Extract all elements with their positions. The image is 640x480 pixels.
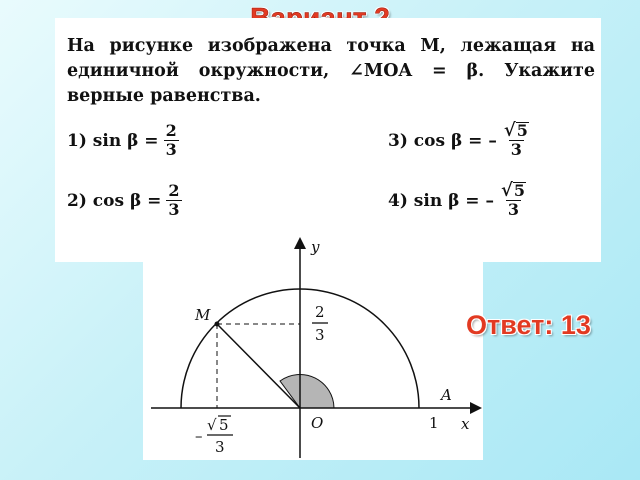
axis-label-y: y [311,238,320,256]
problem-card [55,18,601,262]
x-fraction-sqrt: √ [207,416,217,434]
problem-statement: На рисунке изображена точка M, лежащая на единичной окружности, ∠MOA = β. Укажите верные равенства. [67,36,595,106]
option-1-fraction [164,122,179,159]
option-3 [388,122,531,159]
radius-om [217,324,300,408]
point-label-a: A [441,386,452,404]
option-3-fraction [502,122,531,159]
unit-circle-svg [143,232,483,460]
x-fraction-sign: – [195,427,203,445]
x-fraction-denominator: 3 [215,438,225,456]
option-3-label: 3) cos β = – [388,130,497,151]
sqrt-symbol: √ 5 [503,120,528,141]
sqrt-symbol: √ 5 [500,180,525,201]
point-m-marker [215,322,220,327]
option-4-numerator: 5 [513,181,525,200]
option-2-numerator: 2 [168,181,180,200]
option-4-label: 4) sin β = – [388,190,494,211]
y-fraction-numerator: 2 [315,303,325,321]
option-1-denominator: 3 [165,140,177,159]
option-1 [67,122,179,159]
x-fraction-numerator: 5 [219,416,229,434]
option-4-denominator: 3 [507,200,520,219]
option-1-label: 1) sin β = [67,130,159,151]
option-4 [388,182,528,219]
option-3-denominator: 3 [510,140,522,159]
tick-label-1: 1 [429,414,439,432]
option-2-denominator: 3 [168,200,180,219]
point-label-o: O [311,414,324,432]
y-fraction-denominator: 3 [315,326,325,344]
option-3-numerator: 5 [516,121,528,140]
option-4-fraction [499,182,528,219]
answer-label: Ответ: 13 [466,310,591,340]
option-2 [67,182,182,219]
option-2-fraction [166,182,181,219]
unit-circle-figure [143,232,483,460]
option-2-label: 2) cos β = [67,190,162,211]
axis-label-x: x [461,415,470,433]
option-1-numerator: 2 [165,121,177,140]
point-label-m: M [195,306,211,324]
angle-beta-sector [280,374,334,408]
